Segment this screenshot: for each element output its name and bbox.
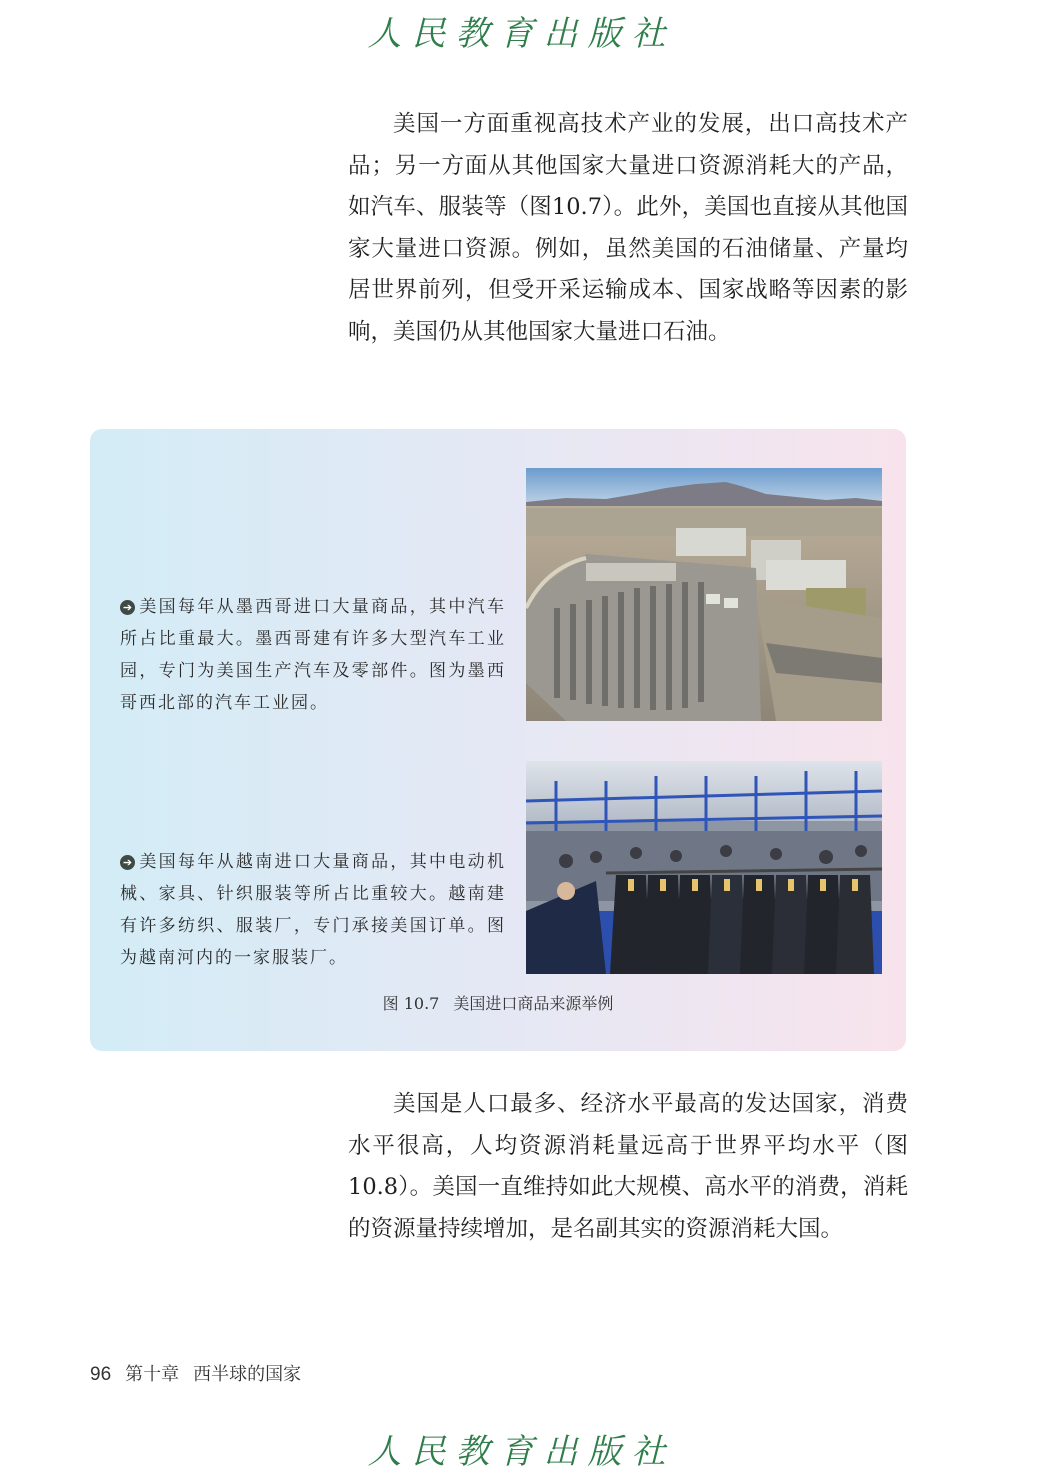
chapter-title: 西半球的国家: [193, 1364, 302, 1385]
paragraph-consumption: 美国是人口最多、经济水平最高的发达国家，消费水平很高，人均资源消耗量远高于世界平均水平（图10.8）。美国一直维持如此大规模、高水平的消费，消耗的资源量持续增加，是名副其实的资源消耗大国。: [348, 1091, 908, 1242]
caption-mexico-text: 美国每年从墨西哥进口大量商品，其中汽车所占比重最大。墨西哥建有许多大型汽车工业园，专门为美国生产汽车及零部件。图为墨西哥西北部的汽车工业园。: [120, 597, 506, 713]
arrow-right-circle-icon: ➔: [120, 855, 135, 870]
page-footer: [90, 1360, 301, 1386]
photo-mexico-auto-industrial-park: [526, 468, 882, 721]
photo-vietnam-garment-factory: [526, 761, 882, 974]
caption-vietnam: [120, 846, 506, 974]
caption-mexico: [120, 591, 506, 719]
publisher-logo-top: 人民教育出版社: [367, 14, 676, 54]
chapter-label: 第十章: [125, 1364, 180, 1385]
page-number: 96: [90, 1364, 112, 1385]
figure-10-7: [90, 429, 906, 1051]
figure-title: 美国进口商品来源举例: [453, 994, 614, 1013]
figure-number: 图 10.7: [382, 994, 440, 1013]
caption-vietnam-text: 美国每年从越南进口大量商品，其中电动机械、家具、针织服装等所占比重较大。越南建有许多纺织、服装厂，专门承接美国订单。图为越南河内的一家服装厂。: [120, 852, 506, 968]
publisher-logo-bottom: 人民教育出版社: [367, 1432, 676, 1472]
arrow-right-circle-icon: ➔: [120, 600, 135, 615]
figure-caption: [90, 991, 906, 1014]
paragraph-imports: 美国一方面重视高技术产业的发展，出口高技术产品；另一方面从其他国家大量进口资源消耗大的产品，如汽车、服装等（图10.7）。此外，美国也直接从其他国家大量进口资源。例如，虽然美国的石油储量、产量均居世界前列，但受开采运输成本、国家战略等因素的影响，美国仍从其他国家大量进口石油。: [348, 111, 908, 345]
